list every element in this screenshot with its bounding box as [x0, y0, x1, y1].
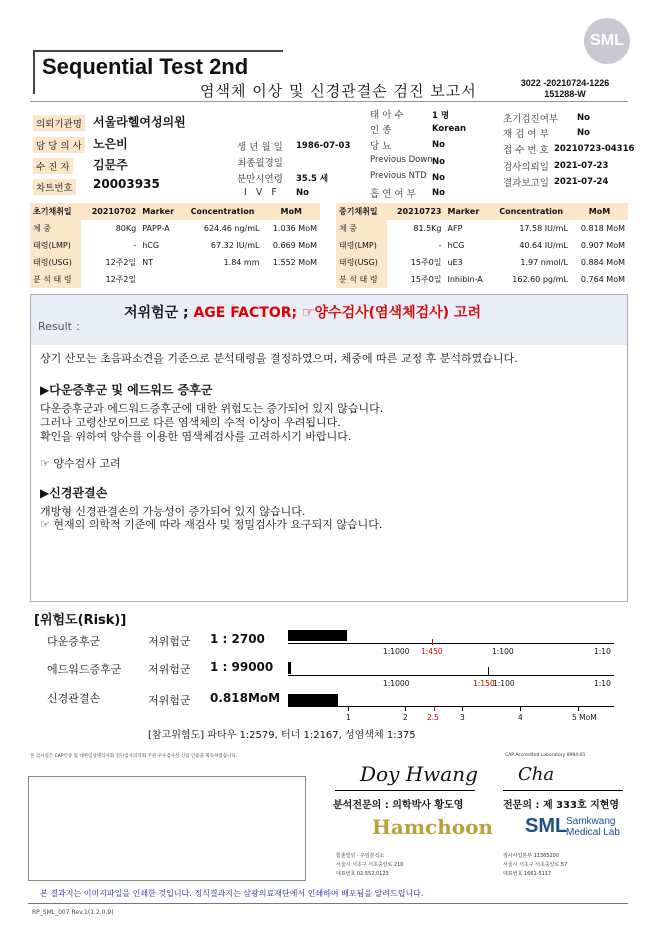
first-row-label: 태령(USG): [30, 254, 81, 271]
doctor-label: 담 당 의 사: [33, 137, 85, 153]
first-row-conc: 1.84 mm: [223, 258, 260, 267]
institution-value: 서울라헬여성의원: [93, 115, 186, 129]
hamchoon-tel: 대표번호 02.552.0123: [336, 871, 389, 877]
section1-line2: 그러나 고령산모이므로 다른 염색체의 수적 이상이 우려됩니다.: [40, 416, 341, 429]
first-row-value: 12주2일: [105, 258, 137, 267]
risk-bar-down: [288, 630, 347, 641]
fetus-value: 1 명: [432, 111, 450, 121]
section1-line3: 확인을 위하여 양수를 이용한 염색체검사를 고려하시기 바랍니다.: [40, 430, 352, 443]
tick-label-cutoff: 2.5: [427, 713, 439, 722]
patient-label: 수 진 자: [33, 158, 73, 174]
report-subtitle: 염색체 이상 및 신경관결손 검진 보고서: [200, 82, 477, 100]
tick-mark: [488, 667, 489, 675]
req-date-label: 검사의뢰일: [503, 162, 549, 173]
reexam-label: 재 검 여 부: [503, 129, 549, 140]
risk-level-down: 저위험군: [148, 635, 191, 648]
diabetes-value: No: [432, 140, 445, 150]
signature-line-2: [503, 790, 623, 791]
tick-label: 1: [346, 713, 351, 722]
prevntd-label: Previous NTD: [370, 171, 427, 181]
second-row-value: 15주0일: [410, 275, 442, 284]
signature-ji: Cha: [518, 764, 555, 785]
sml-logo-text: SML: [525, 815, 568, 837]
second-row-label: 분 석 태 령: [336, 271, 387, 288]
signature-hwang: Doy Hwang: [360, 762, 478, 786]
cap-note: 본 검사실은 CAP인증 및 대한임상병리사회 진단검사의학회 주관 우수검사실 신임 인증을 획득하였습니다.: [30, 754, 238, 759]
race-label: 인 종: [370, 125, 392, 136]
first-trimester-table: [30, 203, 320, 288]
second-row-conc: 1.97 nmol/L: [520, 258, 568, 267]
result-summary-level: 저위험군 ;: [124, 305, 189, 321]
doc-id-main: 3022 -20210724-1226: [520, 78, 610, 88]
receipt-value: 20210723-04316: [554, 144, 635, 154]
sml-addr2: 서울시 서초구 서초중앙로 57: [503, 862, 568, 868]
tick-mark: [434, 706, 435, 711]
tick-mark: [520, 706, 521, 711]
dob-value: 1986-07-03: [296, 141, 351, 151]
report-date-label: 결과보고일: [503, 178, 549, 189]
first-row-mom: 1.552 MoM: [272, 258, 317, 267]
second-row-mom: 0.884 MoM: [580, 258, 625, 267]
risk-bar-edwards: [288, 662, 291, 674]
cap-id: CAP Accredited Laboratory 8994-01: [505, 753, 586, 758]
risk-bar-ntd: [288, 694, 338, 706]
first-row-marker: hCG: [142, 241, 160, 250]
first-row-label: 체 중: [30, 220, 81, 237]
risk-level-ntd: 저위험군: [148, 694, 191, 707]
second-row-label: 체 중: [336, 220, 387, 237]
first-row-mom: 1.036 MoM: [272, 224, 317, 233]
second-row-marker: hCG: [447, 241, 465, 250]
second-row-value: 15주0일: [410, 258, 442, 267]
section-down-edwards-title: ▶다운증후군 및 에드워드 증후군: [40, 383, 213, 397]
first-date: 20210702: [81, 203, 139, 220]
chart-value: 20003935: [93, 177, 160, 191]
mom-header: MoM: [263, 203, 320, 220]
age-value: 35.5 세: [296, 174, 329, 184]
doctor-value: 노은비: [93, 137, 128, 151]
result-summary-note: AGE FACTOR; ☞양수검사(염색체검사) 고려: [188, 305, 481, 321]
sml-sub2: Medical Lab: [566, 827, 620, 838]
firstexam-label: 초기검진여부: [503, 114, 559, 125]
result-intro: 상기 산모는 초음파소견을 기준으로 분석태령을 결정하였으며, 체중에 따른 교정 후 분석하였습니다.: [40, 352, 518, 365]
risk-value-down: 1 : 2700: [210, 632, 265, 646]
tick-label: 4: [518, 713, 523, 722]
firstexam-value: No: [577, 113, 590, 123]
tick-label: 3: [460, 713, 465, 722]
patient-value: 김문주: [93, 158, 128, 172]
institution-label: 의뢰기관명: [33, 115, 85, 131]
first-row-label: 분 석 태 령: [30, 271, 81, 288]
tick-label: 1:10: [594, 647, 611, 656]
risk-level-edwards: 저위험군: [148, 663, 191, 676]
second-trimester-table: [336, 203, 628, 288]
tick-label: 1:100: [493, 679, 515, 688]
conc-header: Concentration: [491, 203, 570, 220]
diabetes-label: 당 뇨: [370, 141, 392, 152]
hamchoon-addr2: 서울시 서초구 서초중앙로 210: [336, 862, 404, 868]
first-row-mom: [263, 271, 320, 288]
risk-axis-down: [288, 643, 614, 644]
receipt-label: 접 수 번 호: [503, 145, 549, 156]
smoke-value: No: [432, 188, 445, 198]
tick-mark: [405, 706, 406, 711]
mom-header: MoM: [571, 203, 628, 220]
fetus-label: 태 아 수: [370, 110, 404, 121]
second-row-marker: Inhibin-A: [447, 275, 483, 284]
tick-label-cutoff: 1:150: [473, 679, 495, 688]
second-date: 20210723: [387, 203, 444, 220]
footer-divider: [28, 903, 628, 904]
result-label: Result ：: [38, 320, 87, 333]
second-row-conc: 40.64 IU/mL: [519, 241, 568, 250]
section1-line1: 다운증후군과 에드워드증후군에 대한 위험도는 증가되어 있지 않습니다.: [40, 402, 384, 415]
risk-value-edwards: 1 : 99000: [210, 660, 274, 674]
prevdown-value: No: [432, 157, 445, 167]
tick-label: 1:1000: [383, 679, 410, 688]
section2-line1: 개방형 신경관결손의 가능성이 증가되어 있지 않습니다.: [40, 505, 306, 518]
sml-logo-sub: [566, 816, 620, 838]
risk-value-ntd: 0.818MoM: [210, 691, 281, 705]
first-row-marker: [139, 271, 182, 288]
tick-mark: [462, 706, 463, 711]
risk-axis-edwards: [288, 675, 614, 676]
tick-label: 5 MoM: [572, 713, 597, 722]
age-label: 분만시연령: [237, 174, 283, 185]
report-title: Sequential Test 2nd: [42, 54, 249, 79]
tick-mark: [578, 706, 579, 711]
sml-logo: [525, 815, 567, 838]
first-row-conc: [183, 271, 263, 288]
tick-mark: [348, 706, 349, 711]
doc-id-sub: 151288-W: [544, 89, 586, 99]
risk-title: [위험도(Risk)]: [34, 613, 127, 628]
marker-header: Marker: [445, 203, 492, 220]
sml-sub1: Samkwang: [566, 816, 616, 827]
conc-header: Concentration: [183, 203, 263, 220]
chart-label: 차트번호: [33, 179, 76, 195]
risk-name-down: 다운증후군: [47, 635, 101, 648]
second-row-value: -: [438, 241, 442, 250]
second-row-conc: 162.60 pg/mL: [512, 275, 568, 284]
section2-line2: ☞ 현재의 의학적 기준에 따라 재검사 및 정밀검사가 요구되지 않습니다.: [40, 518, 383, 531]
reexam-value: No: [577, 128, 590, 138]
second-row-marker: AFP: [447, 224, 463, 233]
footer-code: RP_SML_007 Rev.1(1.2.0.9): [32, 909, 114, 916]
tick-mark: [432, 639, 433, 645]
prevdown-label: Previous Down: [370, 155, 433, 165]
sml-addr1: 검사사업본부 11365200: [503, 853, 560, 859]
hamchoon-logo: Hamchoon: [372, 815, 493, 839]
second-row-value: 81.5Kg: [413, 224, 442, 233]
lmp-label: 최종월경일: [237, 158, 283, 169]
second-row-mom: 0.907 MoM: [580, 241, 625, 250]
comment-box: [28, 776, 306, 881]
section-ntd-title: ▶신경관결손: [40, 486, 108, 500]
smoke-label: 흡 연 여 부: [370, 189, 416, 200]
second-row-label: 태령(LMP): [336, 237, 387, 254]
second-row-mom: 0.764 MoM: [580, 275, 625, 284]
first-row-conc: 67.32 IU/mL: [210, 241, 260, 250]
risk-axis-ntd: [288, 706, 614, 707]
first-date-label: 초기채취일: [30, 203, 81, 220]
ivf-value: No: [296, 188, 309, 198]
sml-tel: 대표번호 1661-5117: [503, 871, 552, 877]
dob-label: 생 년 월 일: [237, 142, 283, 153]
section1-line4: ☞ 양수검사 고려: [40, 457, 121, 470]
tick-label-cutoff: 1:450: [421, 647, 443, 656]
first-row-value: 80Kg: [115, 224, 137, 233]
first-row-value: 12주2일: [105, 275, 137, 284]
first-row-conc: 624.46 ng/mL: [203, 224, 260, 233]
second-row-marker: uE3: [447, 258, 463, 267]
tick-label: 1:10: [594, 679, 611, 688]
result-summary: [124, 302, 481, 322]
second-row-mom: 0.818 MoM: [580, 224, 625, 233]
second-row-label: 태령(USG): [336, 254, 387, 271]
specialist-title: 전문의 : 제 333호 지현영: [503, 800, 620, 811]
second-row-conc: 17.58 IU/mL: [519, 224, 568, 233]
analyst-title: 분석전문의 : 의학박사 황도영: [333, 800, 464, 811]
header-divider: [30, 101, 628, 102]
sml-logo-circle: SML: [584, 18, 630, 64]
signature-line-1: [335, 790, 475, 791]
risk-name-ntd: 신경관결손: [47, 692, 101, 705]
footer-note: 본 결과지는 이미지파일을 인쇄한 것입니다. 정식결과지는 삼광의료재단에서 인쇄하여 배포됨을 알려드립니다.: [40, 889, 424, 898]
tick-label: 1:1000: [383, 647, 410, 656]
hamchoon-addr1: 함춘빌딩 · 주임분석소: [336, 853, 385, 859]
reference-risk: [참고위험도] 파타우 1:2579, 터너 1:2167, 성염색체 1:375: [148, 730, 416, 741]
req-date-value: 2021-07-23: [554, 161, 609, 171]
second-date-label: 중기채취일: [336, 203, 387, 220]
ivf-label: I V F: [244, 187, 277, 198]
first-row-marker: PAPP-A: [142, 224, 170, 233]
first-row-value: -: [133, 241, 137, 250]
first-row-label: 태령(LMP): [30, 237, 81, 254]
report-date-value: 2021-07-24: [554, 177, 609, 187]
first-row-marker: NT: [142, 258, 154, 267]
doc-id: [510, 78, 620, 100]
tick-label: 2: [403, 713, 408, 722]
prevntd-value: No: [432, 173, 445, 183]
first-row-mom: 0.669 MoM: [272, 241, 317, 250]
tick-label: 1:100: [492, 647, 514, 656]
race-value: Korean: [432, 124, 467, 134]
risk-name-edwards: 에드워드증후군: [47, 663, 122, 676]
marker-header: Marker: [139, 203, 182, 220]
